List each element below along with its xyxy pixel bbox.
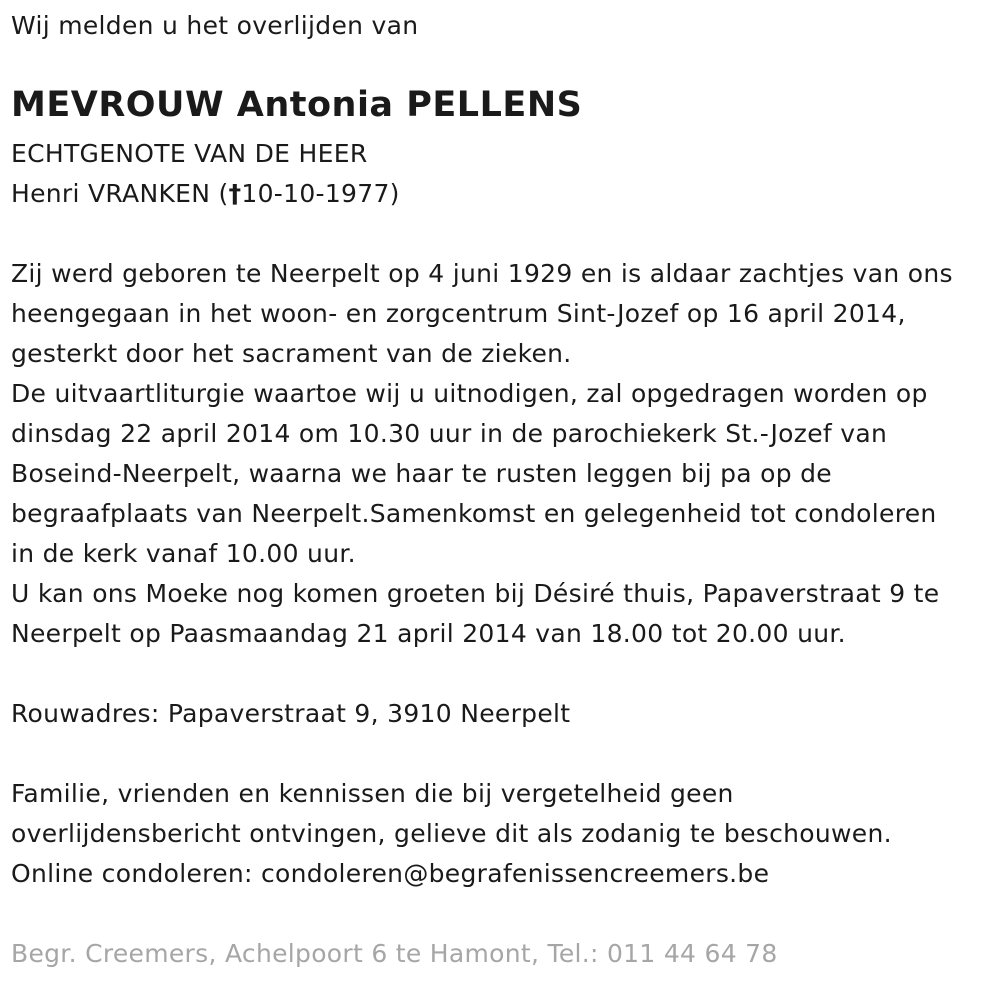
funeral-home-footer: Begr. Creemers, Achelpoort 6 te Hamont, Tel.: 011 44 64 78 xyxy=(11,939,778,968)
mourning-address: Rouwadres: Papaverstraat 9, 3910 Neerpelt xyxy=(11,699,571,728)
body-line: dinsdag 22 april 2014 om 10.30 uur in de parochiekerk St.-Jozef van xyxy=(11,419,888,448)
notice-body xyxy=(11,254,953,654)
family-line: Familie, vrienden en kennissen die bij vergetelheid geen xyxy=(11,779,734,808)
spouse-name-line xyxy=(11,174,400,214)
body-line: gesterkt door het sacrament van de zieken. xyxy=(11,339,572,368)
body-line: in de kerk vanaf 10.00 uur. xyxy=(11,539,356,568)
online-condolence-line: Online condoleren: condoleren@begrafenissencreemers.be xyxy=(11,859,770,888)
cross-icon: † xyxy=(228,179,242,208)
body-line: Boseind-Neerpelt, waarna we haar te rusten leggen bij pa op de xyxy=(11,459,832,488)
intro-text: Wij melden u het overlijden van xyxy=(11,11,419,40)
spouse-title: ECHTGENOTE VAN DE HEER xyxy=(11,139,368,168)
body-line: Zij werd geboren te Neerpelt op 4 juni 1929 en is aldaar zachtjes van ons xyxy=(11,259,953,288)
family-line: overlijdensbericht ontvingen, gelieve dit als zodanig te beschouwen. xyxy=(11,819,892,848)
spouse-name: Henri VRANKEN ( xyxy=(11,179,229,208)
deceased-name: MEVROUW Antonia PELLENS xyxy=(11,85,583,125)
body-line: U kan ons Moeke nog komen groeten bij Désiré thuis, Papaverstraat 9 te xyxy=(11,579,940,608)
spouse-block xyxy=(11,134,400,214)
body-line: Neerpelt op Paasmaandag 21 april 2014 van 18.00 tot 20.00 uur. xyxy=(11,619,846,648)
family-note xyxy=(11,774,892,894)
spouse-death-date: 10-10-1977) xyxy=(241,179,400,208)
body-line: heengegaan in het woon- en zorgcentrum Sint-Jozef op 16 april 2014, xyxy=(11,299,906,328)
body-line: begraafplaats van Neerpelt.Samenkomst en gelegenheid tot condoleren xyxy=(11,499,937,528)
body-line: De uitvaartliturgie waartoe wij u uitnodigen, zal opgedragen worden op xyxy=(11,379,928,408)
